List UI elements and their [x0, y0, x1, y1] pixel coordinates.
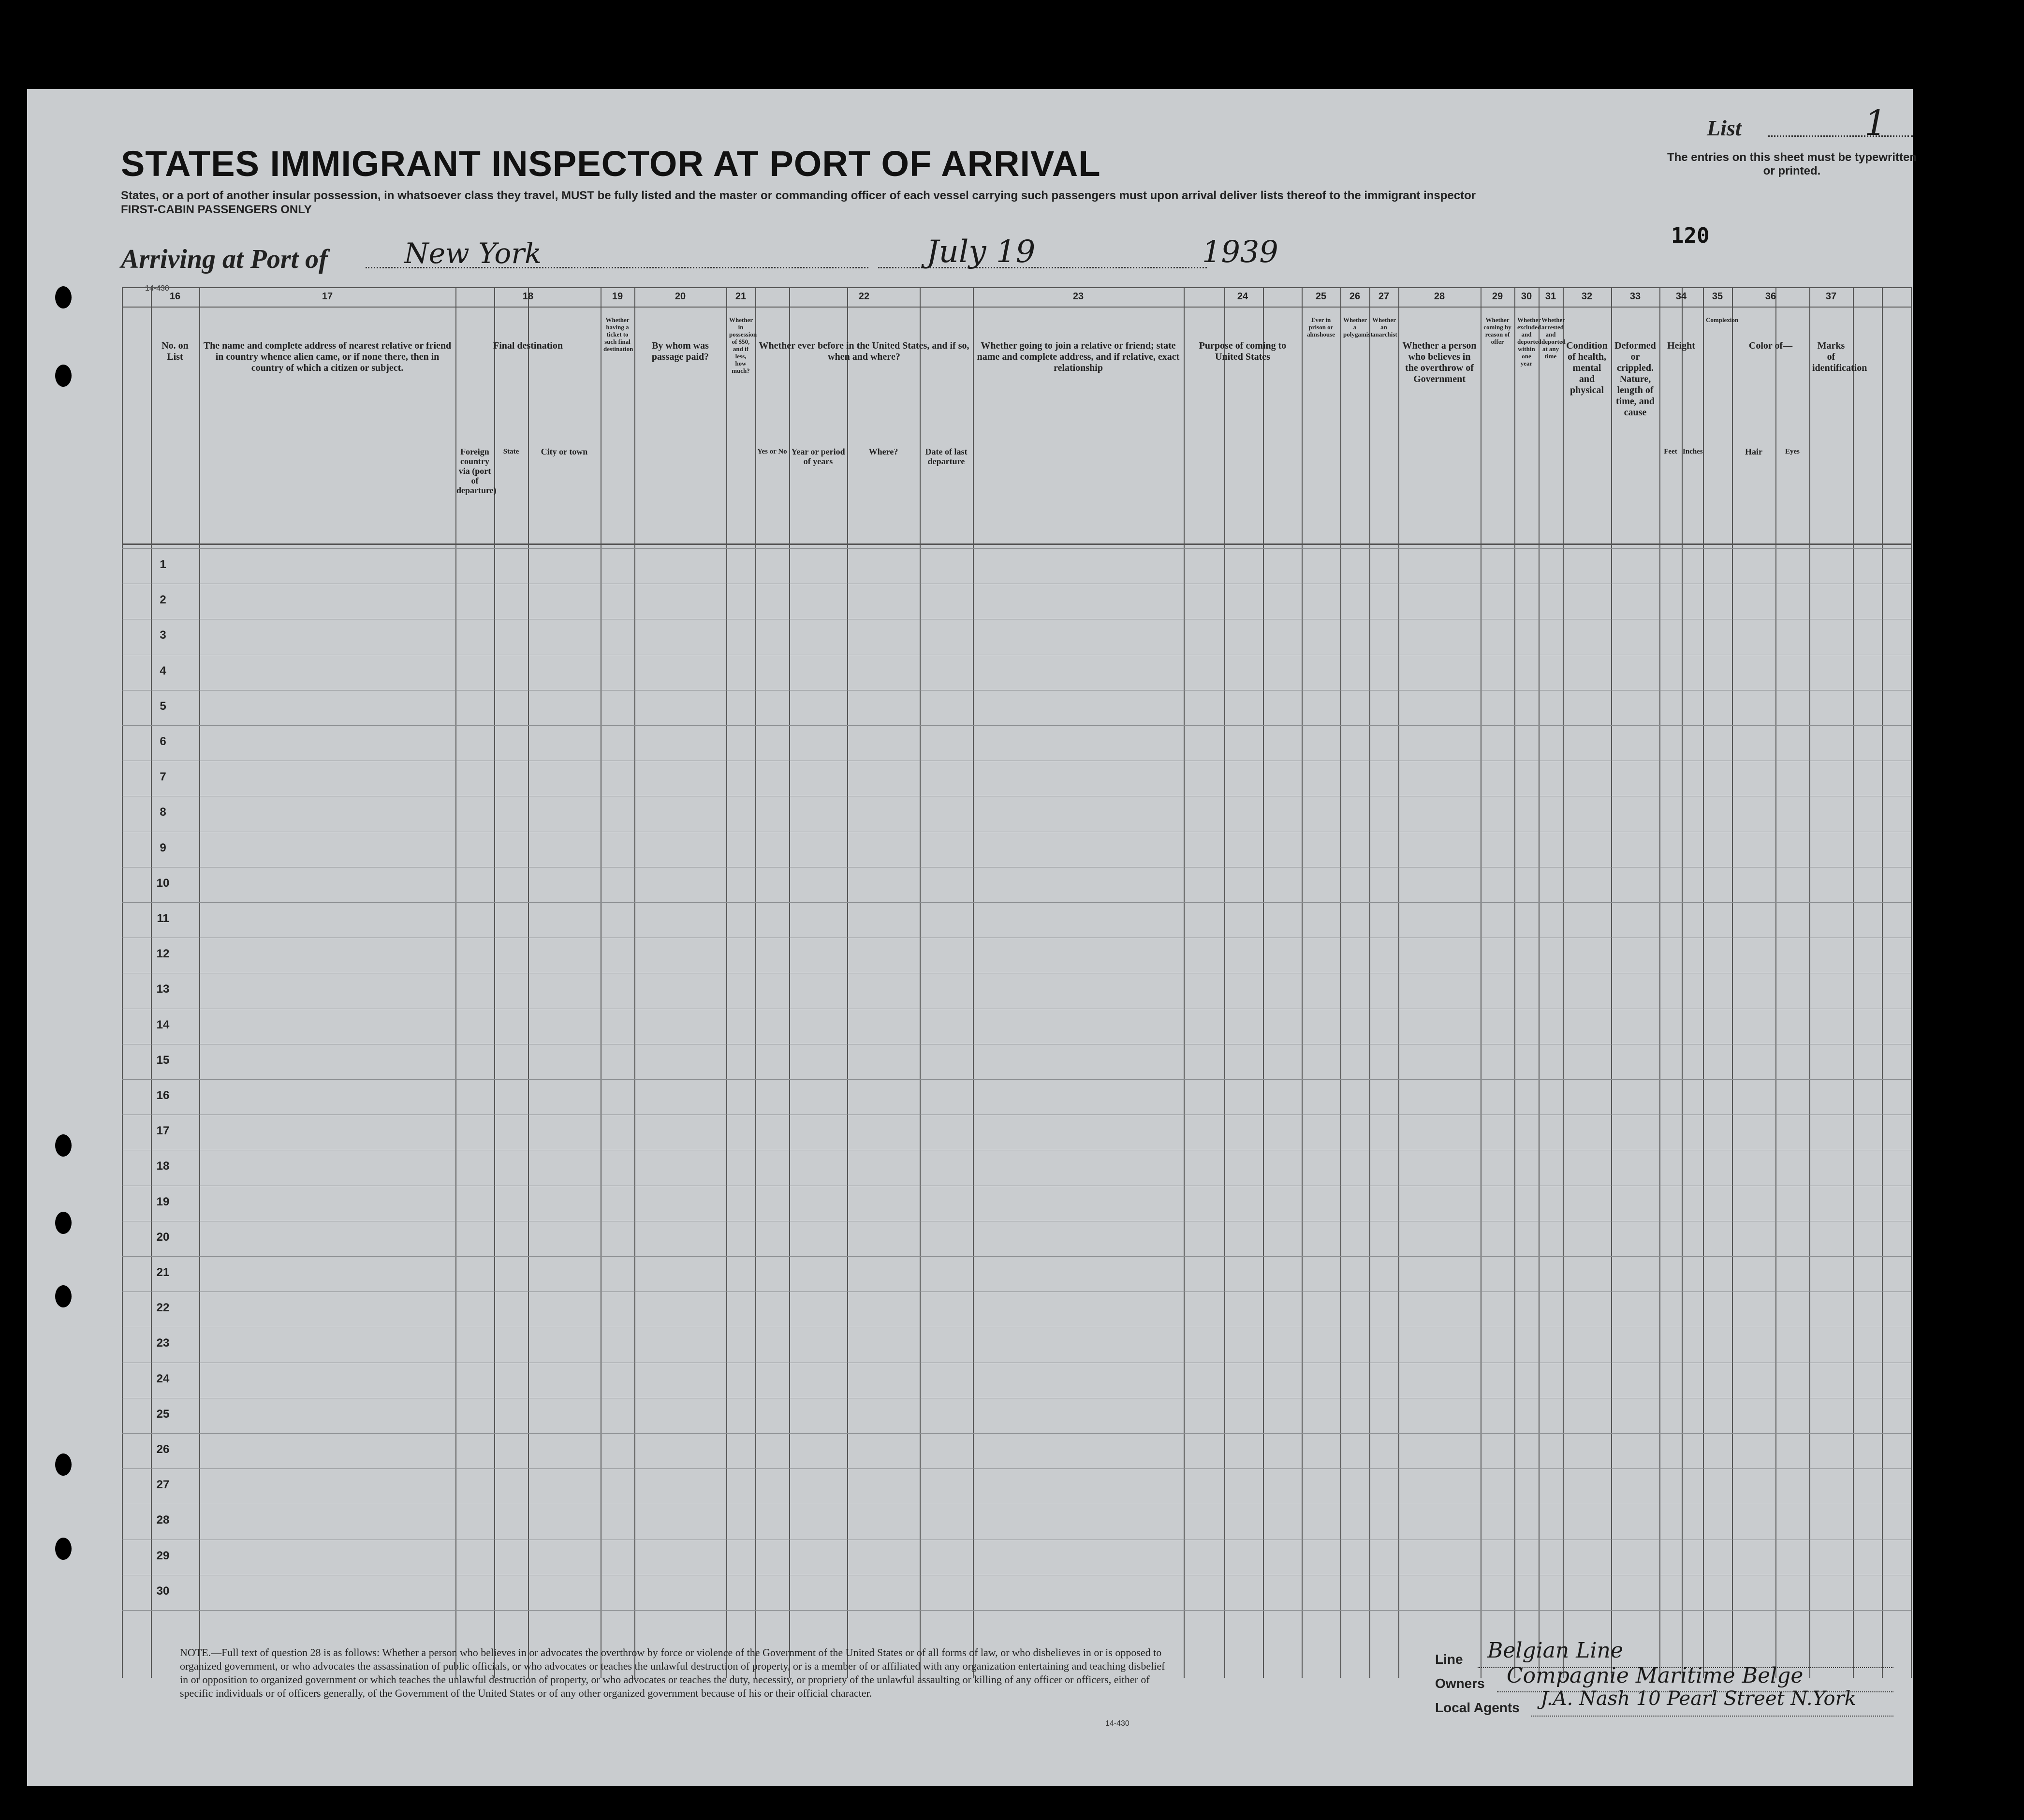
- grid-line: [528, 287, 529, 1678]
- column-header-36: Color of—: [1748, 340, 1793, 351]
- binder-hole: [55, 1134, 72, 1157]
- row-number: 3: [160, 629, 166, 642]
- row-number: 29: [156, 1549, 170, 1562]
- column-subheader-34-1: Feet: [1664, 448, 1677, 455]
- row-number: 16: [156, 1089, 170, 1102]
- binder-hole: [55, 1285, 72, 1307]
- row-number: 26: [156, 1443, 170, 1456]
- row-number: 10: [156, 876, 170, 890]
- column-header-28: Whether a person who believes in the overthrow of Government: [1402, 340, 1477, 384]
- column-number-21: 21: [735, 291, 747, 302]
- grid-line: [199, 287, 200, 1678]
- column-header-30: Whether excluded and deported within one year: [1517, 316, 1541, 367]
- date-value: July 19: [926, 234, 1036, 270]
- grid-line: [1882, 287, 1883, 1678]
- grid-line: [1340, 287, 1341, 1678]
- grid-line: [122, 1468, 1911, 1469]
- column-subheader-18-2: State: [503, 448, 519, 455]
- grid-line: [755, 287, 756, 1678]
- column-header-19: Whether having a ticket to such final destination: [603, 316, 633, 352]
- manifest-sheet: [27, 89, 1917, 1786]
- agents-label: Local Agents: [1435, 1700, 1520, 1715]
- column-number-17: 17: [322, 291, 333, 302]
- grid-line: [1611, 287, 1612, 1678]
- column-subheader-34-2: Inches: [1683, 448, 1703, 455]
- column-subheader-22-4: Date of last departure: [925, 447, 968, 466]
- row-number: 17: [156, 1124, 170, 1138]
- row-number: 14: [156, 1018, 170, 1031]
- grid-line: [634, 287, 635, 1678]
- sheet-number: 120: [1671, 223, 1710, 248]
- grid-line: [1682, 287, 1683, 1678]
- owners-label: Owners: [1435, 1676, 1485, 1691]
- column-number-37: 37: [1825, 291, 1837, 302]
- grid-line: [920, 287, 921, 1678]
- page-title: STATES IMMIGRANT INSPECTOR AT PORT OF ARRIVAL: [121, 144, 1101, 184]
- list-label: List: [1707, 116, 1742, 140]
- grid-line: [122, 543, 1911, 545]
- grid-line: [1302, 287, 1303, 1678]
- column-number-33: 33: [1629, 291, 1641, 302]
- binder-hole: [55, 1538, 72, 1560]
- grid-line: [494, 287, 495, 1678]
- column-header-26: Whether a polygamist: [1343, 316, 1373, 338]
- row-number: 4: [160, 664, 166, 677]
- grid-line: [122, 1079, 1911, 1080]
- grid-line: [1809, 287, 1810, 1678]
- grid-line: [122, 902, 1911, 903]
- grid-line: [1911, 287, 1912, 1678]
- column-number-22: 22: [858, 291, 870, 302]
- column-number-23: 23: [1072, 291, 1084, 302]
- column-header-29: Whether coming by reason of offer: [1483, 316, 1511, 345]
- column-subheader-22-3: Where?: [868, 447, 898, 456]
- grid-line: [1732, 287, 1733, 1678]
- column-header-22: Whether ever before in the United States, and if so, when and where?: [759, 340, 969, 362]
- line-value: Belgian Line: [1487, 1638, 1623, 1663]
- grid-line: [1369, 287, 1370, 1678]
- column-header-16: No. on List: [161, 340, 189, 362]
- grid-line: [1224, 287, 1225, 1678]
- agents-value: J.A. Nash 10 Pearl Street N.York: [1540, 1688, 1856, 1710]
- column-subheader-18-1: Foreign country via (port of departure): [456, 447, 497, 495]
- column-number-25: 25: [1315, 291, 1327, 302]
- list-number: 1: [1864, 103, 1887, 143]
- column-header-18: Final destination: [493, 340, 563, 351]
- row-number: 2: [160, 593, 166, 607]
- row-number: 9: [160, 841, 166, 854]
- grid-line: [1514, 287, 1515, 1678]
- column-header-31: Whether arrested and deported at any time: [1541, 316, 1566, 360]
- column-number-24: 24: [1237, 291, 1248, 302]
- row-number: 27: [156, 1478, 170, 1492]
- grid-line: [1398, 287, 1399, 1678]
- entries-note: The entries on this sheet must be typewritten or printed.: [1667, 151, 1917, 177]
- column-header-27: Whether an anarchist: [1372, 316, 1397, 338]
- column-header-37: Marks of identification: [1812, 340, 1867, 373]
- column-number-26: 26: [1349, 291, 1361, 302]
- column-header-24: Purpose of coming to United States: [1199, 340, 1287, 362]
- row-number: 13: [156, 983, 170, 996]
- row-number: 24: [156, 1372, 170, 1385]
- row-number: 23: [156, 1336, 170, 1350]
- column-number-31: 31: [1545, 291, 1556, 302]
- row-number: 12: [156, 947, 170, 961]
- binder-hole: [55, 365, 72, 387]
- column-number-16: 16: [169, 291, 181, 302]
- grid-line: [122, 307, 1911, 308]
- grid-line: [122, 1256, 1911, 1257]
- agents-underline: [1531, 1716, 1893, 1717]
- grid-line: [1539, 287, 1540, 1678]
- column-subheader-36-1: Hair: [1745, 447, 1762, 456]
- form-number: 14-430: [145, 284, 169, 293]
- grid-line: [1853, 287, 1854, 1678]
- column-number-18: 18: [522, 291, 534, 302]
- row-number: 7: [160, 770, 166, 784]
- row-number: 30: [156, 1584, 170, 1598]
- column-number-36: 36: [1765, 291, 1776, 302]
- row-number: 25: [156, 1407, 170, 1421]
- grid-line: [1263, 287, 1264, 1678]
- column-number-19: 19: [612, 291, 623, 302]
- column-number-28: 28: [1434, 291, 1445, 302]
- grid-line: [726, 287, 727, 1678]
- grid-line: [1703, 287, 1704, 1678]
- column-number-34: 34: [1675, 291, 1687, 302]
- grid-line: [789, 287, 790, 1678]
- column-number-20: 20: [675, 291, 686, 302]
- instructions-text: States, or a port of another insular possession, in whatsoever class they travel, MUST be fully listed and the master or commanding officer of each vessel carrying such passengers must upon arrival deliver lists thereof to the immigrant inspector: [121, 189, 1476, 202]
- footnote-question-28: NOTE.—Full text of question 28 is as follows: Whether a person who believes in or advocates the overthrow by force or violence of the Government of the United States or of all forms of law, or who disbelieves in or is opposed to organized government, or who advocates the assassination of public officials, or who advocates or teaches the unlawful destruction of property, or is a member of or affiliated with any organization entertaining and teaching disbelief in or opposition to organized government or which teaches the unlawful destruction of property, or who advocates or teaches the duty, necessity, or propriety of the unlawful assaulting or killing of any officer or officers, either of specific individuals or of officers generally, of the Government of the United States or of any other organized government because of his or their official character.: [180, 1646, 1165, 1699]
- column-header-33: Deformed or crippled. Nature, length of time, and cause: [1614, 340, 1656, 418]
- grid-line: [455, 287, 456, 1678]
- grid-line: [122, 548, 1911, 549]
- binder-hole: [55, 1212, 72, 1234]
- form-number-bottom: 14-430: [1105, 1719, 1129, 1728]
- column-header-25: Ever in prison or almshouse: [1307, 316, 1335, 338]
- row-number: 22: [156, 1301, 170, 1315]
- row-number: 11: [157, 912, 169, 925]
- column-header-21: Whether in possession of $50, and if less, how much?: [729, 316, 757, 374]
- manifest-table: [122, 287, 1911, 1678]
- row-number: 15: [156, 1053, 170, 1067]
- column-header-35: Complexion: [1706, 316, 1739, 323]
- row-number: 5: [160, 699, 166, 713]
- row-number: 20: [156, 1230, 170, 1244]
- column-number-29: 29: [1492, 291, 1503, 302]
- column-subheader-18-3: City or town: [541, 447, 588, 456]
- column-header-34: Height: [1667, 340, 1695, 351]
- grid-line: [1563, 287, 1564, 1678]
- row-number: 19: [156, 1195, 170, 1208]
- list-line: [1768, 135, 1913, 137]
- column-header-23: Whether going to join a relative or friend; state name and complete address, and if relative, exact relationship: [977, 340, 1180, 373]
- row-number: 1: [160, 558, 166, 571]
- row-number: 28: [156, 1513, 170, 1527]
- binder-hole: [55, 1453, 72, 1476]
- grid-line: [122, 1433, 1911, 1434]
- row-number: 6: [160, 735, 166, 748]
- column-subheader-22-2: Year or period of years: [791, 447, 845, 466]
- year-value: 1939: [1202, 234, 1278, 269]
- line-label: Line: [1435, 1652, 1463, 1667]
- grid-line: [1659, 287, 1660, 1678]
- column-subheader-22-1: Yes or No: [757, 448, 787, 455]
- grid-line: [122, 287, 1911, 288]
- grid-line: [122, 1610, 1911, 1611]
- column-number-30: 30: [1521, 291, 1532, 302]
- owners-value: Compagnie Maritime Belge: [1507, 1663, 1804, 1688]
- column-number-32: 32: [1581, 291, 1593, 302]
- column-header-20: By whom was passage paid?: [651, 340, 709, 362]
- column-header-32: Condition of health, mental and physical: [1566, 340, 1608, 396]
- grid-line: [122, 725, 1911, 726]
- grid-line: [973, 287, 974, 1678]
- binder-hole: [55, 286, 72, 308]
- grid-line: [122, 287, 123, 1678]
- grid-line: [1775, 287, 1776, 1678]
- column-number-35: 35: [1712, 291, 1723, 302]
- column-header-17: The name and complete address of nearest relative or friend in country whence alien came, or if none there, then in country of which a citizen or subject.: [203, 340, 452, 373]
- port-value: New York: [404, 237, 542, 270]
- arriving-label: Arriving at Port of: [121, 244, 328, 274]
- row-number: 8: [160, 806, 166, 819]
- row-number: 21: [156, 1266, 170, 1279]
- column-number-27: 27: [1378, 291, 1390, 302]
- row-number: 18: [156, 1160, 170, 1173]
- column-subheader-36-2: Eyes: [1785, 448, 1800, 455]
- cabin-class: FIRST-CABIN PASSENGERS ONLY: [121, 203, 312, 216]
- grid-line: [1184, 287, 1185, 1678]
- grid-line: [847, 287, 848, 1678]
